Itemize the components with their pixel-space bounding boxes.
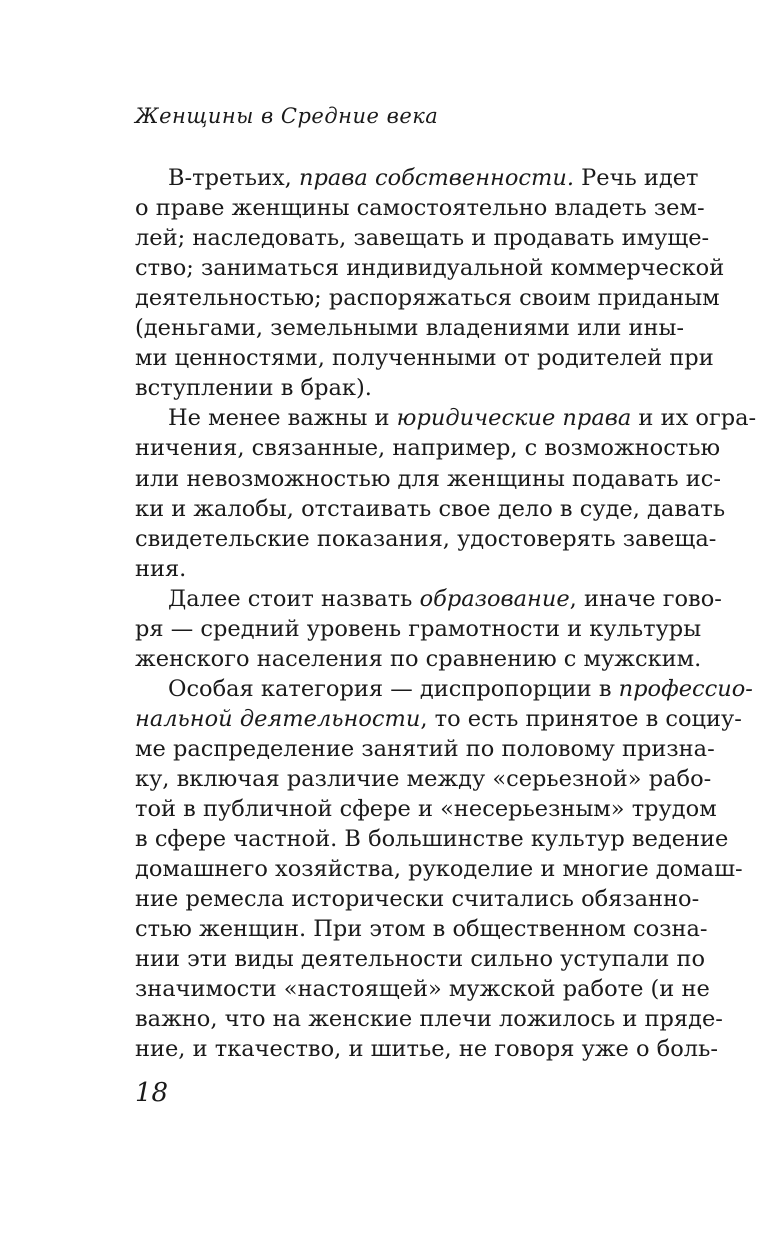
text-segment: значимости «настоящей» мужской работе (и не: [135, 976, 710, 1003]
text-segment: Не менее важны и: [168, 405, 397, 432]
text-segment: деятельностью; распоряжаться своим приданым: [135, 285, 720, 312]
text-segment: ря — средний уровень грамотности и культуры: [135, 615, 702, 642]
text-line: [135, 344, 714, 373]
text-segment: Особая категория — диспропорции в: [168, 675, 619, 702]
text-segment: свидетельские показания, удостоверять завеща-: [135, 525, 717, 552]
text-line: [168, 404, 757, 433]
text-segment: ние ремесла исторически считались обязанно-: [135, 886, 700, 913]
text-line: [135, 765, 712, 794]
text-line: [135, 915, 708, 944]
text-line: [135, 374, 673, 403]
text-segment: В-третьих,: [168, 165, 299, 191]
text-segment: в сфере частной. В большинстве культур ведение: [135, 826, 729, 853]
text-line: [135, 1005, 723, 1034]
text-segment: той в публичной сфере и «несерьезным» трудом: [135, 796, 717, 823]
text-segment: юридические права: [396, 405, 632, 432]
text-segment: нии эти виды деятельности сильно уступали по: [135, 946, 706, 973]
text-segment: Речь идет: [573, 165, 699, 191]
text-segment: лей; наследовать, завещать и продавать имуще-: [135, 225, 710, 252]
text-segment: ние, и ткачество, и шитье, не говоря уже о боль-: [135, 1036, 718, 1063]
text-line: [135, 314, 685, 343]
text-segment: ми ценностями, полученными от родителей при: [135, 345, 714, 372]
text-line: [135, 525, 717, 554]
text-line: [135, 615, 702, 644]
text-segment: важно, что на женские плечи ложилось и пряде-: [135, 1006, 723, 1033]
text-line: [135, 495, 726, 524]
text-line: [135, 434, 721, 463]
text-line: [135, 555, 673, 584]
text-segment: ме распределение занятий по половому призна-: [135, 735, 715, 762]
text-line: [135, 975, 710, 1004]
text-line: [135, 795, 717, 824]
text-line: [135, 254, 725, 283]
text-segment: нальной деятельности: [135, 705, 421, 732]
text-line: [168, 675, 753, 704]
text-line: [168, 164, 699, 193]
text-line: [135, 825, 729, 854]
text-segment: о праве женщины самостоятельно владеть зем-: [135, 195, 705, 222]
page-number: 18: [135, 1078, 169, 1108]
text-segment: Далее стоит назвать: [168, 585, 420, 612]
text-segment: вступлении в брак).: [135, 375, 372, 402]
text-segment: или невозможностью для женщины подавать ис-: [135, 465, 721, 492]
text-segment: домашнего хозяйства, рукоделие и многие домаш-: [135, 856, 743, 883]
text-segment: стью женщин. При этом в общественном созна-: [135, 916, 708, 943]
text-line: [135, 855, 743, 884]
text-line: [135, 885, 700, 914]
text-segment: ки и жалобы, отстаивать свое дело в суде, давать: [135, 495, 726, 522]
running-head: Женщины в Средние века: [135, 104, 439, 128]
text-line: [135, 735, 715, 764]
text-segment: права собственности.: [299, 165, 574, 191]
text-segment: ния.: [135, 555, 187, 582]
text-segment: , иначе гово-: [569, 585, 722, 612]
text-line: [135, 224, 710, 253]
text-segment: ничения, связанные, например, с возможностью: [135, 435, 721, 462]
text-segment: женского населения по сравнению с мужским.: [135, 645, 702, 672]
text-line: [135, 705, 742, 734]
text-segment: ку, включая различие между «серьезной» рабо-: [135, 766, 712, 792]
text-segment: , то есть принятое в социу-: [420, 705, 742, 732]
text-segment: профессио-: [618, 675, 753, 702]
text-line: [135, 284, 720, 313]
text-line: [135, 1035, 718, 1064]
text-segment: образование: [419, 585, 570, 612]
text-line: [168, 585, 722, 614]
text-line: [135, 945, 706, 974]
text-line: [135, 194, 705, 223]
text-segment: и их огра-: [631, 405, 757, 432]
text-line: [135, 465, 721, 494]
text-segment: (деньгами, земельными владениями или ины-: [135, 315, 685, 342]
text-line: [135, 645, 702, 674]
text-segment: ство; заниматься индивидуальной коммерческой: [135, 255, 725, 282]
